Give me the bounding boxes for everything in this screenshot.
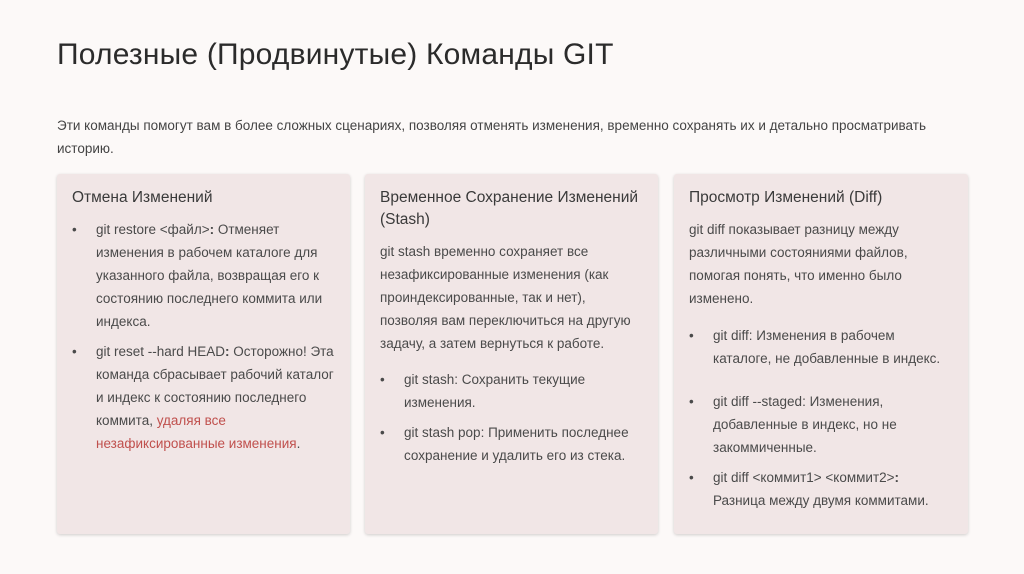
command-description: Отменяет изменения в рабочем каталоге для указанного файла, возвращая его к состоянию последнего коммита или индекса.	[96, 222, 323, 329]
list-item-git-stash	[380, 368, 644, 414]
list-item-git-stash-pop	[380, 421, 644, 467]
bullet-icon: •	[72, 222, 77, 237]
card-title: Просмотр Изменений (Diff)	[689, 189, 883, 206]
card-description: git stash временно сохраняет все незафиксированные изменения (как проиндексированные, так и нет), позволяя вам переключиться на другую задачу, а затем вернуться к работе.	[380, 244, 631, 351]
intro-text: Эти команды помогут вам в более сложных сценариях, позволяя отменять изменения, временно сохранять их и детально просматривать историю.	[57, 118, 926, 156]
list-item-git-diff	[689, 324, 954, 370]
command-name: git stash	[404, 372, 455, 387]
command-list	[72, 218, 336, 455]
bullet-icon: •	[380, 372, 385, 387]
bullet-icon: •	[380, 425, 385, 440]
bullet-icon: •	[72, 344, 77, 359]
command-description: Осторожно! Эта команда сбрасывает рабочий каталог и индекс к состоянию последнего коммита,	[96, 344, 334, 428]
card-title: Временное Сохранение Изменений (Stash)	[380, 189, 639, 228]
command-name: git reset --hard HEAD	[96, 344, 226, 359]
command-name: git diff <коммит1> <коммит2>	[713, 470, 895, 485]
command-colon: :	[209, 222, 215, 237]
command-description: : Сохранить текущие изменения.	[404, 372, 586, 410]
command-name: git stash pop	[404, 425, 481, 440]
bullet-icon: •	[689, 470, 694, 485]
sentence-end: .	[296, 436, 301, 451]
card-title: Отмена Изменений	[72, 189, 213, 206]
command-description: : Применить последнее сохранение и удалить его из стека.	[404, 425, 629, 463]
command-name: git diff	[713, 328, 749, 343]
page-title: Полезные (Продвинутые) Команды GIT	[57, 38, 614, 71]
list-item-git-reset	[72, 340, 336, 455]
list-item-git-diff-staged	[689, 390, 954, 459]
card-undo-changes	[57, 174, 350, 534]
list-item-git-diff-commits	[689, 466, 954, 512]
command-name: git restore <файл>	[96, 222, 210, 237]
command-list	[689, 324, 954, 512]
warning-text: удаляя все незафиксированные изменения	[96, 413, 297, 451]
command-description: : Изменения в рабочем каталоге, не добавленные в индекс.	[713, 328, 941, 366]
command-list	[380, 368, 644, 467]
card-diff	[674, 174, 968, 534]
command-colon: :	[894, 470, 900, 485]
command-description: Разница между двумя коммитами.	[713, 493, 929, 508]
command-colon: :	[225, 344, 230, 359]
card-stash	[365, 174, 658, 534]
card-description: git diff показывает разницу между различными состояниями файлов, помогая понять, что именно было изменено.	[689, 222, 908, 306]
bullet-icon: •	[689, 328, 694, 343]
list-item-git-restore	[72, 218, 336, 333]
command-description: : Изменения, добавленные в индекс, но не закоммиченные.	[713, 394, 897, 455]
command-name: git diff --staged	[713, 394, 803, 409]
bullet-icon: •	[689, 394, 694, 409]
